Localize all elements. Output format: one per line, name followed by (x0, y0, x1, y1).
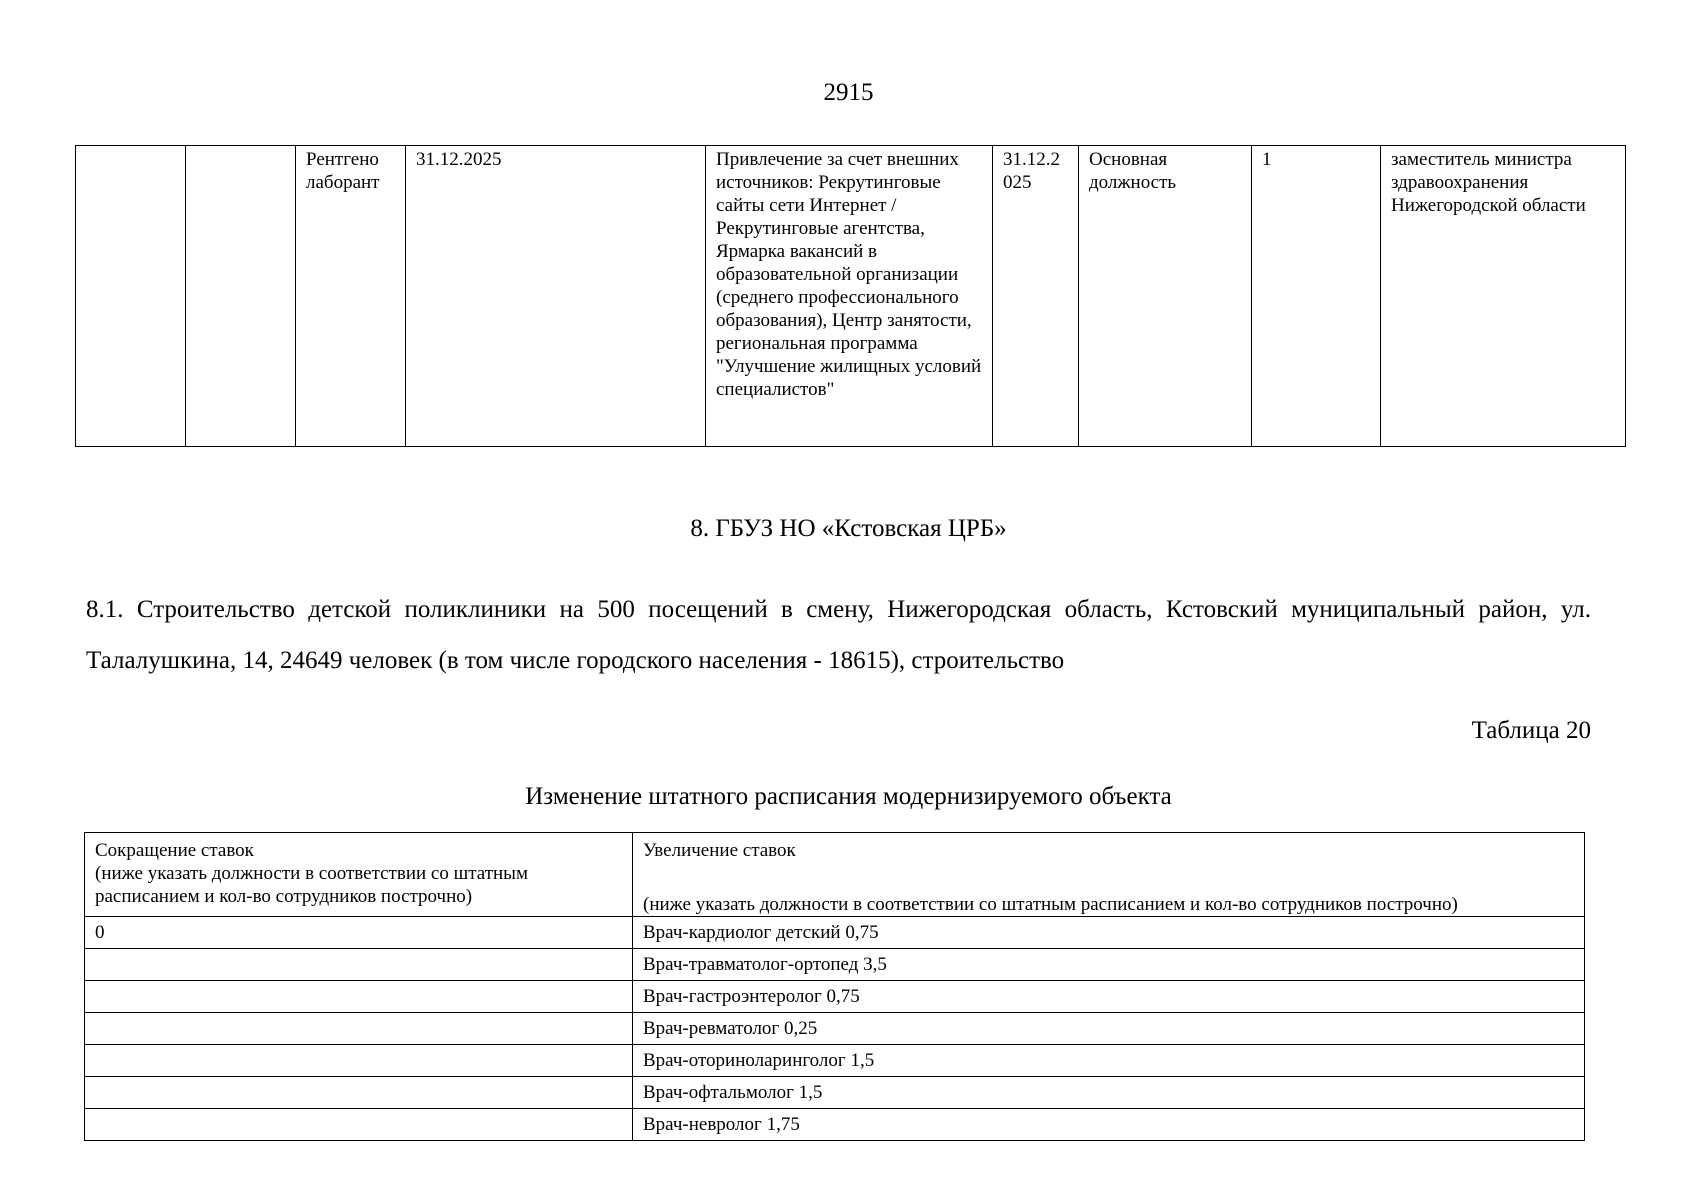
table-row (85, 949, 1585, 981)
measures-table (75, 145, 1626, 447)
table-row (85, 1013, 1585, 1045)
subsection-text: 8.1. Строительство детской поликлиники на 500 посещений в смену, Нижегородская область, Кстовский муниципальный район, ул. Талалушкина, 14, 24649 человек (в том числе городского населения - 18615), строительство (86, 596, 1591, 674)
table-cell (186, 146, 296, 447)
responsible-cell: заместитель министра здравоохранения Нижегородской области (1381, 146, 1626, 447)
reduction-cell (85, 1109, 633, 1141)
reduction-cell: 0 (85, 917, 633, 949)
table-row (85, 1077, 1585, 1109)
table-header-row (85, 833, 1585, 917)
position-cell: Рентгено лаборант (296, 146, 406, 447)
table-row (76, 146, 1626, 447)
header-increase (633, 833, 1585, 917)
date-cell: 31.12.2025 (406, 146, 706, 447)
count-cell: 1 (1252, 146, 1381, 447)
post-type-cell: Основная должность (1079, 146, 1252, 447)
increase-cell: Врач-офтальмолог 1,5 (633, 1077, 1585, 1109)
table-row (85, 1045, 1585, 1077)
section-heading: 8. ГБУЗ НО «Кстовская ЦРБ» (690, 515, 1007, 542)
increase-cell: Врач-кардиолог детский 0,75 (633, 917, 1585, 949)
table-row (85, 981, 1585, 1013)
header-increase-title: Увеличение ставок (643, 840, 796, 861)
table-title: Изменение штатного расписания модернизируемого объекта (525, 783, 1172, 810)
table-row (85, 1109, 1585, 1141)
increase-cell: Врач-ревматолог 0,25 (633, 1013, 1585, 1045)
table-cell (76, 146, 186, 447)
increase-cell: Врач-травматолог-ортопед 3,5 (633, 949, 1585, 981)
table-row (85, 917, 1585, 949)
header-reduction: Сокращение ставок (ниже указать должности в соответствии со штатным расписанием и кол-во сотрудников построчно) (85, 833, 633, 917)
reduction-cell (85, 1045, 633, 1077)
increase-cell: Врач-гастроэнтеролог 0,75 (633, 981, 1585, 1013)
deadline-cell: 31.12.2 025 (993, 146, 1079, 447)
header-increase-note: (ниже указать должности в соответствии со штатным расписанием и кол-во сотрудников построчно) (643, 894, 1458, 915)
table-number: Таблица 20 (1471, 717, 1591, 744)
increase-cell: Врач-оториноларинголог 1,5 (633, 1045, 1585, 1077)
reduction-cell (85, 949, 633, 981)
reduction-cell (85, 981, 633, 1013)
reduction-cell (85, 1077, 633, 1109)
sources-cell: Привлечение за счет внешних источников: Рекрутинговые сайты сети Интернет / Рекрутинговые агентства, Ярмарка вакансий в образовательной организации (среднего профессионального образования), Центр занятости, региональная программа "Улучшение жилищных условий специалистов" (706, 146, 993, 447)
staff-change-table (84, 832, 1585, 1141)
reduction-cell (85, 1013, 633, 1045)
increase-cell: Врач-невролог 1,75 (633, 1109, 1585, 1141)
page-number: 2915 (823, 79, 874, 106)
